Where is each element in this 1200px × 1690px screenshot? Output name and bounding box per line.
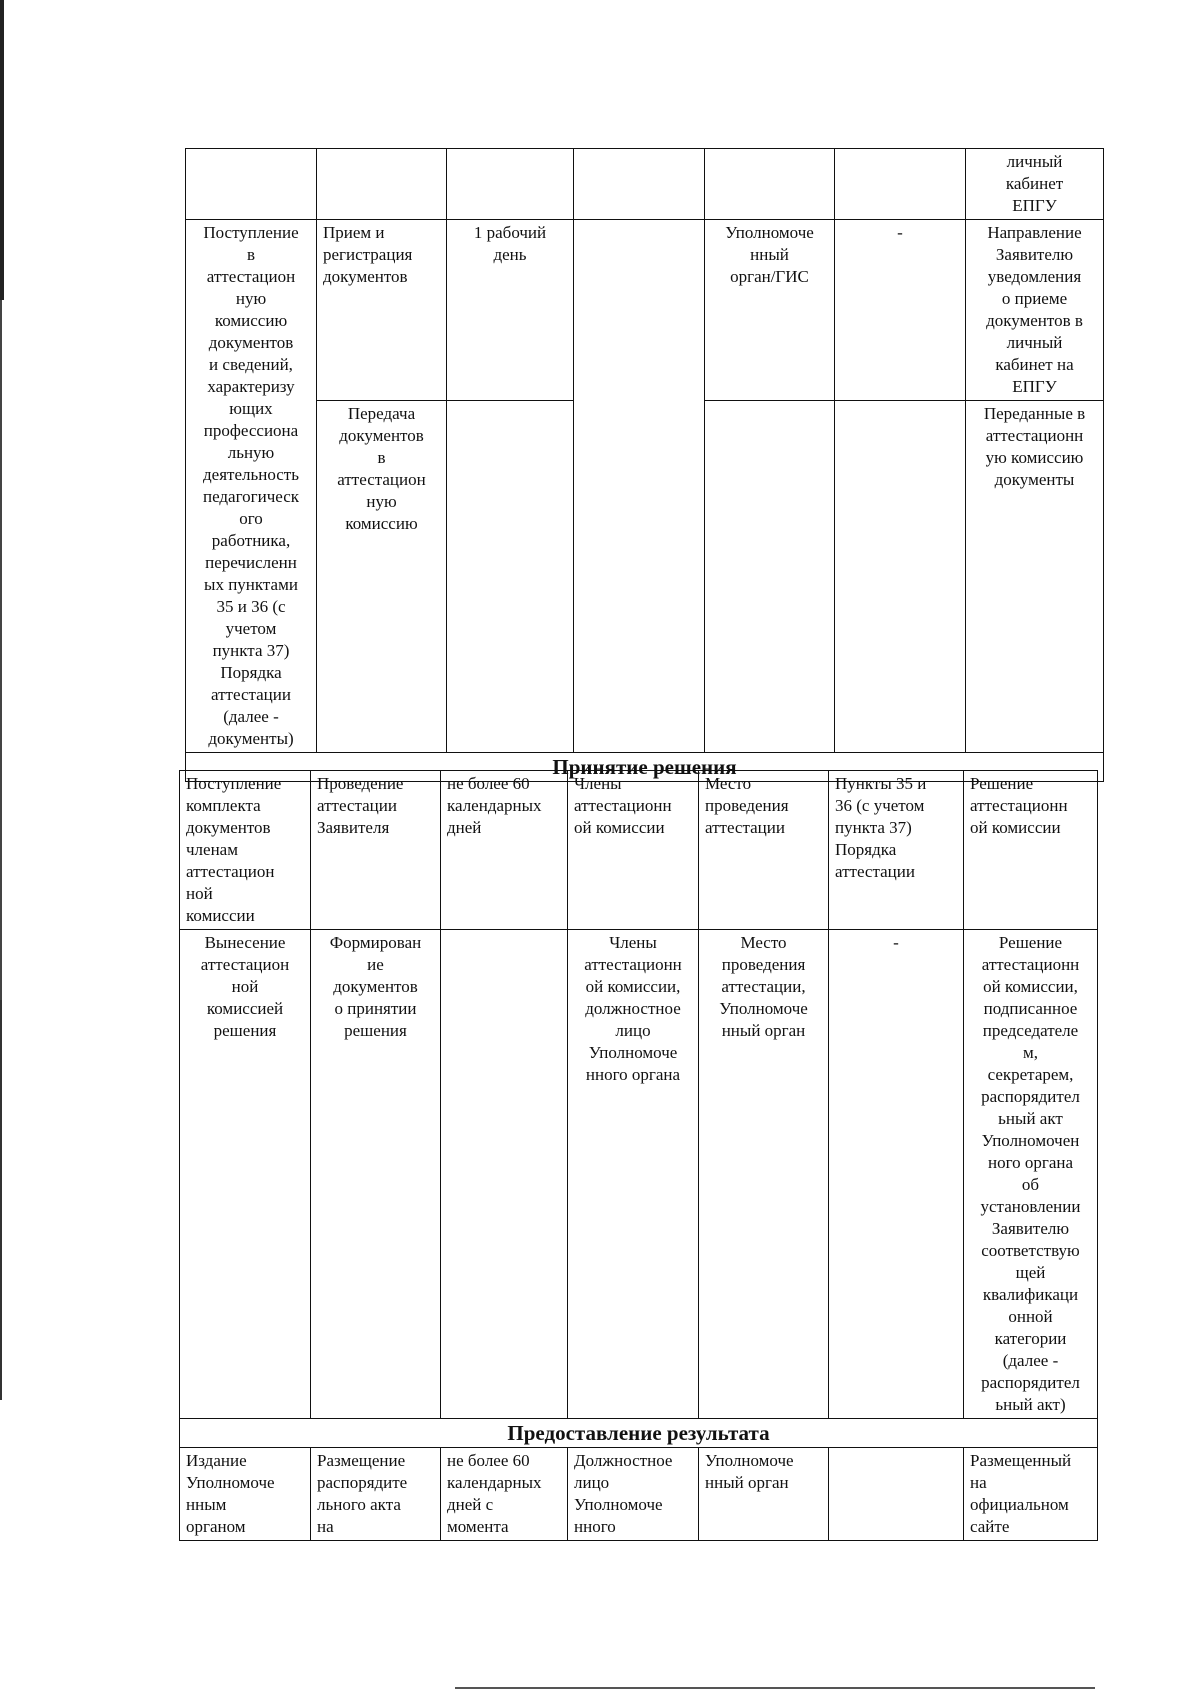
table-cell [829, 1448, 964, 1541]
table-cell: Место проведения аттестации [699, 771, 829, 930]
table-cell: Уполномоче нный орган [699, 1448, 829, 1541]
table-cell: Пункты 35 и 36 (с учетом пункта 37) Порядка аттестации [829, 771, 964, 930]
table-cell [705, 401, 835, 753]
section-title: Предоставление результата [180, 1419, 1098, 1448]
table-cell: Формирован ие документов о принятии решения [311, 930, 441, 1419]
table-cell: не более 60 календарных дней с момента [441, 1448, 568, 1541]
table-cell [317, 149, 447, 220]
table-cell: не более 60 календарных дней [441, 771, 568, 930]
table-cell: Поступление в аттестацион ную комиссию документов и сведений, характеризу ющих профессиона льную деятельность педагогическ ого работника, перечисленн ых пунктами 35 и 36 (с учетом пункта 37) Порядка аттестации (далее - документы) [186, 220, 317, 753]
scan-edge-mark [0, 300, 2, 1000]
scan-edge-mark [0, 0, 4, 300]
table-cell [447, 401, 574, 753]
table-cell: личный кабинет ЕПГУ [966, 149, 1104, 220]
table-row [186, 149, 1104, 220]
table-cell: Члены аттестационн ой комиссии [568, 771, 699, 930]
table-cell: Прием и регистрация документов [317, 220, 447, 401]
table-cell: Место проведения аттестации, Уполномоче нный орган [699, 930, 829, 1419]
table-row [180, 771, 1098, 930]
table-cell [186, 149, 317, 220]
table-cell: Издание Уполномоче нным органом [180, 1448, 311, 1541]
table-cell [835, 149, 966, 220]
table-cell: Переданные в аттестационн ую комиссию документы [966, 401, 1104, 753]
scan-edge-mark [0, 1000, 2, 1400]
table-cell: Размещение распорядите льного акта на [311, 1448, 441, 1541]
table-cell: 1 рабочий день [447, 220, 574, 401]
table-cell: Направление Заявителю уведомления о приеме документов в личный кабинет на ЕПГУ [966, 220, 1104, 401]
table-cell: - [835, 220, 966, 401]
table-row [180, 930, 1098, 1419]
table-cell: - [829, 930, 964, 1419]
table-cell: Размещенный на официальном сайте [964, 1448, 1098, 1541]
procedure-table-bottom [179, 770, 1098, 1541]
table-cell: Решение аттестационн ой комиссии, подписанное председателе м, секретарем, распорядител ьный акт Уполномочен ного органа об установлении Заявителю соответствую щей квалификаци онной категории (далее - распорядител ьный акт) [964, 930, 1098, 1419]
table-row [186, 220, 1104, 401]
table-cell: Члены аттестационн ой комиссии, должностное лицо Уполномоче нного органа [568, 930, 699, 1419]
section-title: Принятие решения [186, 753, 1104, 782]
table-cell [441, 930, 568, 1419]
table-cell [705, 149, 835, 220]
table-cell: Проведение аттестации Заявителя [311, 771, 441, 930]
scan-bottom-mark [455, 1687, 1095, 1689]
table-cell [835, 401, 966, 753]
section-header-row [180, 1419, 1098, 1448]
table-cell [574, 220, 705, 753]
table-cell: Должностное лицо Уполномоче нного [568, 1448, 699, 1541]
table-cell: Уполномоче нный орган/ГИС [705, 220, 835, 401]
table-row [180, 1448, 1098, 1541]
table-cell: Вынесение аттестацион ной комиссией решения [180, 930, 311, 1419]
table-cell [447, 149, 574, 220]
table-cell: Решение аттестационн ой комиссии [964, 771, 1098, 930]
table-cell: Передача документов в аттестацион ную комиссию [317, 401, 447, 753]
procedure-table-top [185, 148, 1104, 782]
table-cell [574, 149, 705, 220]
table-cell: Поступление комплекта документов членам аттестацион ной комиссии [180, 771, 311, 930]
